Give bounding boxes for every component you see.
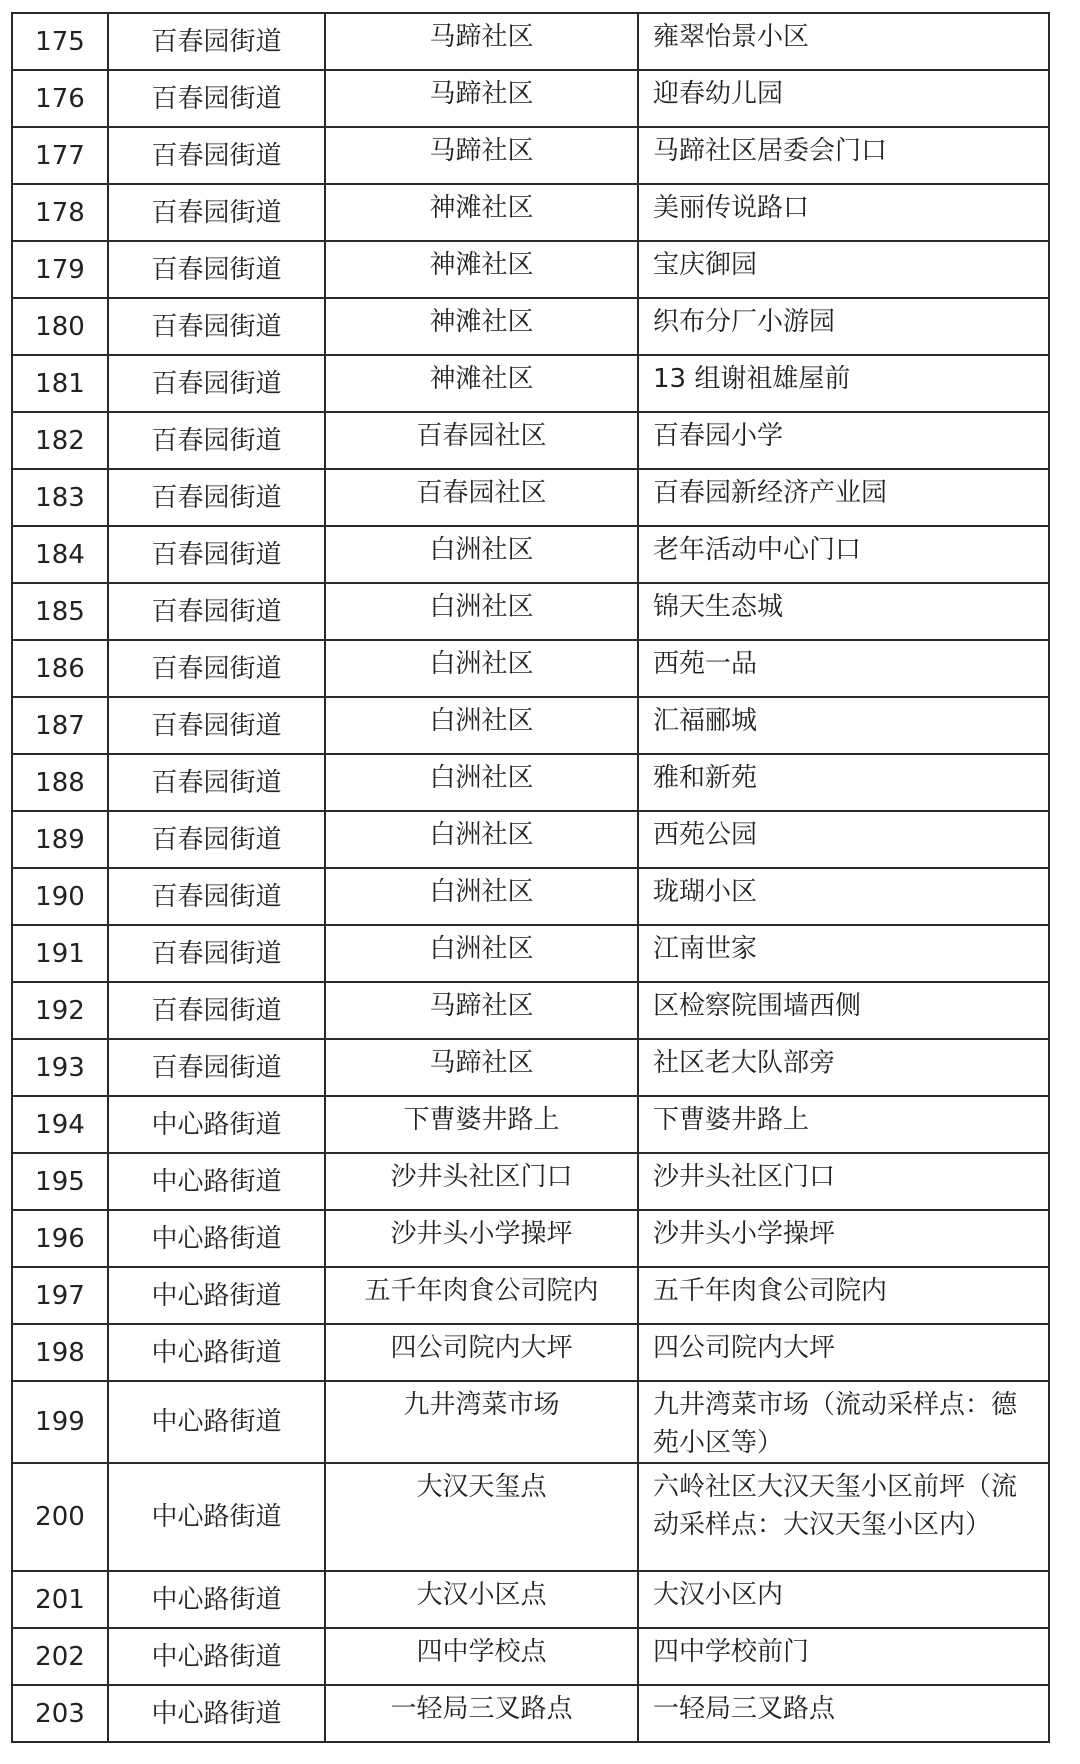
location-cell: 一轻局三叉路点 [638,1685,1049,1742]
location-cell: 五千年肉食公司院内 [638,1267,1049,1324]
row-number-cell: 186 [12,640,108,697]
location-cell: 大汉小区内 [638,1571,1049,1628]
location-cell: 雍翠怡景小区 [638,13,1049,70]
street-cell: 百春园街道 [108,868,325,925]
location-cell: 区检察院围墙西侧 [638,982,1049,1039]
table-row [12,241,1049,298]
community-cell: 白洲社区 [325,697,638,754]
table-row [12,982,1049,1039]
street-cell: 百春园街道 [108,184,325,241]
row-number-cell: 178 [12,184,108,241]
street-cell: 百春园街道 [108,355,325,412]
table-row [12,355,1049,412]
table-row [12,1628,1049,1685]
street-cell: 百春园街道 [108,982,325,1039]
table-row [12,1571,1049,1628]
community-cell: 白洲社区 [325,868,638,925]
street-cell: 中心路街道 [108,1463,325,1571]
table-row [12,1096,1049,1153]
community-cell: 马蹄社区 [325,982,638,1039]
row-number-cell: 202 [12,1628,108,1685]
table-row [12,1381,1049,1463]
row-number-cell: 179 [12,241,108,298]
street-cell: 百春园街道 [108,13,325,70]
row-number-cell: 194 [12,1096,108,1153]
street-cell: 中心路街道 [108,1210,325,1267]
community-cell: 马蹄社区 [325,13,638,70]
table-row [12,925,1049,982]
street-cell: 百春园街道 [108,811,325,868]
row-number-cell: 193 [12,1039,108,1096]
table-row [12,298,1049,355]
table-row [12,640,1049,697]
location-cell: 四公司院内大坪 [638,1324,1049,1381]
street-cell: 百春园街道 [108,298,325,355]
row-number-cell: 190 [12,868,108,925]
location-cell: 雅和新苑 [638,754,1049,811]
table-row [12,697,1049,754]
location-cell: 沙井头社区门口 [638,1153,1049,1210]
location-cell: 13 组谢祖雄屋前 [638,355,1049,412]
street-cell: 百春园街道 [108,640,325,697]
street-cell: 百春园街道 [108,1039,325,1096]
street-cell: 百春园街道 [108,241,325,298]
location-cell: 江南世家 [638,925,1049,982]
table-row [12,13,1049,70]
street-cell: 中心路街道 [108,1571,325,1628]
location-cell: 珑瑚小区 [638,868,1049,925]
community-cell: 白洲社区 [325,526,638,583]
location-cell: 宝庆御园 [638,241,1049,298]
community-cell: 百春园社区 [325,412,638,469]
sampling-sites-table [11,12,1050,1743]
location-cell: 四中学校前门 [638,1628,1049,1685]
community-cell: 一轻局三叉路点 [325,1685,638,1742]
table-row [12,469,1049,526]
row-number-cell: 199 [12,1381,108,1463]
community-cell: 九井湾菜市场 [325,1381,638,1463]
location-cell: 百春园小学 [638,412,1049,469]
street-cell: 中心路街道 [108,1096,325,1153]
location-cell: 九井湾菜市场（流动采样点：德苑小区等） [638,1381,1049,1463]
row-number-cell: 180 [12,298,108,355]
street-cell: 百春园街道 [108,469,325,526]
table-row [12,1685,1049,1742]
location-cell: 迎春幼儿园 [638,70,1049,127]
table-row [12,127,1049,184]
table-row [12,412,1049,469]
table-row [12,1267,1049,1324]
row-number-cell: 198 [12,1324,108,1381]
community-cell: 百春园社区 [325,469,638,526]
community-cell: 神滩社区 [325,355,638,412]
location-cell: 百春园新经济产业园 [638,469,1049,526]
street-cell: 百春园街道 [108,754,325,811]
street-cell: 百春园街道 [108,526,325,583]
community-cell: 五千年肉食公司院内 [325,1267,638,1324]
location-cell: 老年活动中心门口 [638,526,1049,583]
row-number-cell: 183 [12,469,108,526]
table-body [12,13,1049,1742]
table-row [12,1210,1049,1267]
row-number-cell: 188 [12,754,108,811]
location-cell: 西苑公园 [638,811,1049,868]
street-cell: 百春园街道 [108,697,325,754]
location-cell: 社区老大队部旁 [638,1039,1049,1096]
street-cell: 中心路街道 [108,1324,325,1381]
row-number-cell: 176 [12,70,108,127]
row-number-cell: 203 [12,1685,108,1742]
row-number-cell: 191 [12,925,108,982]
table-row [12,184,1049,241]
location-cell: 沙井头小学操坪 [638,1210,1049,1267]
street-cell: 中心路街道 [108,1685,325,1742]
location-cell: 织布分厂小游园 [638,298,1049,355]
community-cell: 神滩社区 [325,298,638,355]
row-number-cell: 187 [12,697,108,754]
street-cell: 中心路街道 [108,1153,325,1210]
row-number-cell: 200 [12,1463,108,1571]
row-number-cell: 181 [12,355,108,412]
street-cell: 百春园街道 [108,925,325,982]
row-number-cell: 189 [12,811,108,868]
community-cell: 下曹婆井路上 [325,1096,638,1153]
row-number-cell: 182 [12,412,108,469]
community-cell: 白洲社区 [325,640,638,697]
table-row [12,868,1049,925]
community-cell: 白洲社区 [325,925,638,982]
table-row [12,583,1049,640]
row-number-cell: 196 [12,1210,108,1267]
location-cell: 下曹婆井路上 [638,1096,1049,1153]
table-row [12,1463,1049,1571]
location-cell: 西苑一品 [638,640,1049,697]
location-cell: 汇福郦城 [638,697,1049,754]
table-row [12,754,1049,811]
community-cell: 大汉天玺点 [325,1463,638,1571]
community-cell: 白洲社区 [325,754,638,811]
community-cell: 马蹄社区 [325,70,638,127]
row-number-cell: 192 [12,982,108,1039]
table-row [12,526,1049,583]
street-cell: 百春园街道 [108,127,325,184]
table-row [12,1039,1049,1096]
street-cell: 中心路街道 [108,1628,325,1685]
community-cell: 四中学校点 [325,1628,638,1685]
table-row [12,811,1049,868]
row-number-cell: 197 [12,1267,108,1324]
community-cell: 白洲社区 [325,811,638,868]
street-cell: 百春园街道 [108,583,325,640]
row-number-cell: 175 [12,13,108,70]
table-row [12,70,1049,127]
row-number-cell: 177 [12,127,108,184]
community-cell: 沙井头社区门口 [325,1153,638,1210]
row-number-cell: 185 [12,583,108,640]
table-row [12,1324,1049,1381]
street-cell: 百春园街道 [108,70,325,127]
community-cell: 神滩社区 [325,184,638,241]
location-cell: 美丽传说路口 [638,184,1049,241]
community-cell: 神滩社区 [325,241,638,298]
row-number-cell: 184 [12,526,108,583]
location-cell: 六岭社区大汉天玺小区前坪（流动采样点：大汉天玺小区内） [638,1463,1049,1571]
community-cell: 沙井头小学操坪 [325,1210,638,1267]
community-cell: 马蹄社区 [325,1039,638,1096]
street-cell: 中心路街道 [108,1267,325,1324]
community-cell: 大汉小区点 [325,1571,638,1628]
street-cell: 百春园街道 [108,412,325,469]
location-cell: 马蹄社区居委会门口 [638,127,1049,184]
street-cell: 中心路街道 [108,1381,325,1463]
community-cell: 白洲社区 [325,583,638,640]
table-row [12,1153,1049,1210]
row-number-cell: 201 [12,1571,108,1628]
community-cell: 马蹄社区 [325,127,638,184]
row-number-cell: 195 [12,1153,108,1210]
location-cell: 锦天生态城 [638,583,1049,640]
community-cell: 四公司院内大坪 [325,1324,638,1381]
